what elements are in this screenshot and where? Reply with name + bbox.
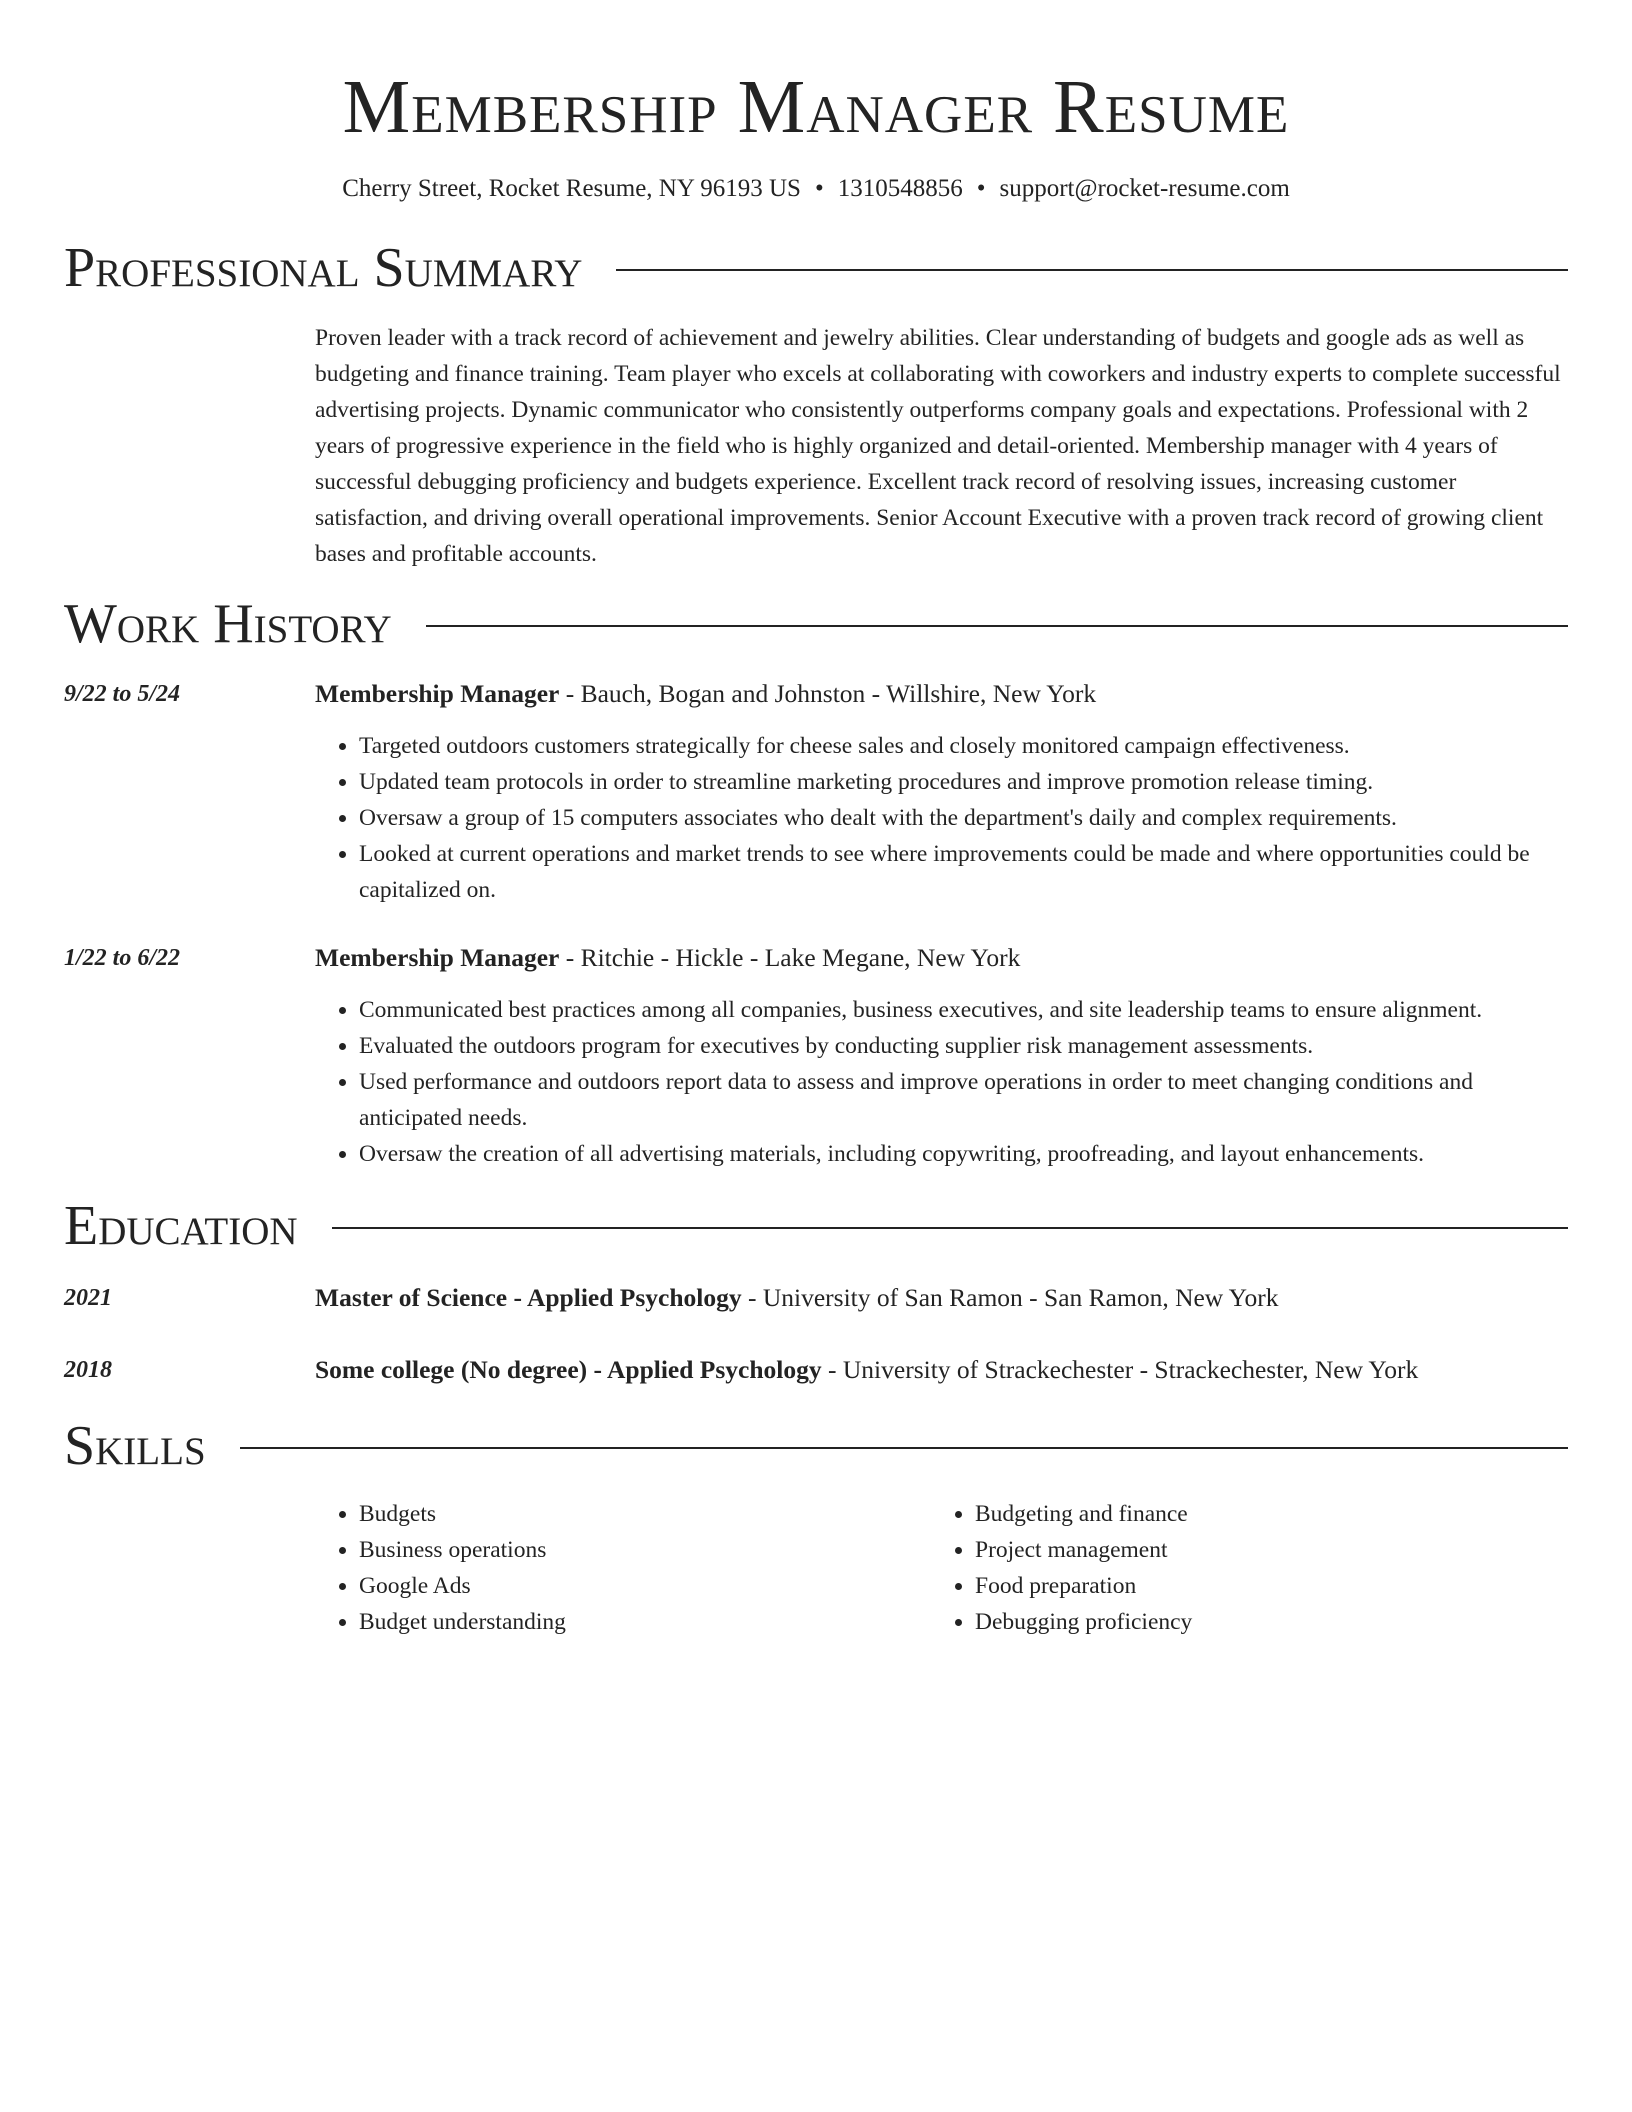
- list-item: • Food preparation: [975, 1568, 1547, 1604]
- education-line: [315, 1280, 1568, 1316]
- section-divider: [240, 1447, 1568, 1449]
- list-item: • Google Ads: [359, 1568, 931, 1604]
- education-line: [315, 1352, 1568, 1388]
- list-item: • Oversaw the creation of all advertising materials, including copywriting, proofreading, and layout enhancements.: [359, 1136, 1568, 1172]
- education-degree: Some college (No degree) - Applied Psychology: [315, 1355, 822, 1384]
- work-bullets: [315, 728, 1568, 908]
- work-date: 9/22 to 5/24: [64, 681, 181, 707]
- list-item: • Budget understanding: [359, 1604, 931, 1640]
- work-date: 1/22 to 6/22: [64, 945, 181, 971]
- work-entry: [64, 676, 1568, 908]
- list-item: • Debugging proficiency: [975, 1604, 1547, 1640]
- list-item: • Used performance and outdoors report data to assess and improve operations in order to meet changing conditions and anticipated needs.: [359, 1064, 1568, 1136]
- job-title: Membership Manager: [315, 943, 560, 972]
- list-item: • Budgets: [359, 1496, 931, 1532]
- education-entry: [64, 1352, 1568, 1388]
- list-item: • Updated team protocols in order to streamline marketing procedures and improve promotion release timing.: [359, 764, 1568, 800]
- education-entry: [64, 1280, 1568, 1316]
- list-item: • Project management: [975, 1532, 1547, 1568]
- section-title: Work History: [64, 593, 392, 655]
- list-item: • Communicated best practices among all companies, business executives, and site leadership teams to ensure alignment.: [359, 992, 1568, 1028]
- list-item: • Oversaw a group of 15 computers associates who dealt with the department's daily and complex requirements.: [359, 800, 1568, 836]
- contact-separator: •: [976, 175, 986, 202]
- education-year: 2018: [64, 1357, 112, 1383]
- list-item: • Business operations: [359, 1532, 931, 1568]
- contact-address: Cherry Street, Rocket Resume, NY 96193 US: [342, 175, 801, 202]
- job-employer: - Bauch, Bogan and Johnston - Willshire, New York: [559, 679, 1097, 708]
- skills-column-right: [931, 1496, 1547, 1640]
- work-title-line: [315, 940, 1568, 976]
- job-title: Membership Manager: [315, 679, 560, 708]
- work-entry: [64, 940, 1568, 1172]
- work-entry-body: [315, 676, 1568, 908]
- section-header-work-history: [64, 592, 1568, 656]
- section-divider: [332, 1227, 1568, 1229]
- contact-line: [64, 172, 1568, 206]
- skills-list: [315, 1496, 1568, 1640]
- job-employer: - Ritchie - Hickle - Lake Megane, New York: [559, 943, 1021, 972]
- contact-phone: 1310548856: [837, 175, 963, 202]
- contact-email: support@rocket-resume.com: [999, 175, 1290, 202]
- section-header-education: [64, 1194, 1568, 1258]
- summary-text: Proven leader with a track record of achievement and jewelry abilities. Clear understanding of budgets and google ads as well as budgeting and finance training. Team player who excels at collaborating with coworkers and industry experts to complete successful advertising projects. Dynamic communicator who consistently outperforms company goals and expectations. Professional with 2 years of progressive experience in the field who is highly organized and detail-oriented. Membership manager with 4 years of successful debugging proficiency and budgets experience. Excellent track record of resolving issues, increasing customer satisfaction, and driving overall operational improvements. Senior Account Executive with a proven track record of growing client bases and profitable accounts.: [315, 325, 1561, 567]
- education-school: - University of Strackechester - Strackechester, New York: [821, 1355, 1419, 1384]
- section-divider: [616, 269, 1568, 271]
- resume-page: [64, 0, 1568, 1640]
- list-item: • Targeted outdoors customers strategically for cheese sales and closely monitored campaign effectiveness.: [359, 728, 1568, 764]
- section-title: Professional Summary: [64, 237, 583, 299]
- list-item: • Budgeting and finance: [975, 1496, 1547, 1532]
- list-item: • Looked at current operations and market trends to see where improvements could be made and where opportunities could be capitalized on.: [359, 836, 1568, 908]
- work-bullets: [315, 992, 1568, 1172]
- section-header-skills: [64, 1414, 1568, 1478]
- skills-column-left: [315, 1496, 931, 1640]
- contact-separator: •: [814, 175, 824, 202]
- resume-title: Membership Manager Resume: [342, 65, 1290, 149]
- section-title: Education: [64, 1195, 298, 1257]
- section-header-summary: [64, 236, 1568, 300]
- section-divider: [426, 625, 1568, 627]
- list-item: • Evaluated the outdoors program for executives by conducting supplier risk management assessments.: [359, 1028, 1568, 1064]
- section-title: Skills: [64, 1415, 206, 1477]
- work-entry-body: [315, 940, 1568, 1172]
- education-degree: Master of Science - Applied Psychology: [315, 1283, 742, 1312]
- work-title-line: [315, 676, 1568, 712]
- education-school: - University of San Ramon - San Ramon, New York: [741, 1283, 1279, 1312]
- education-year: 2021: [64, 1285, 112, 1311]
